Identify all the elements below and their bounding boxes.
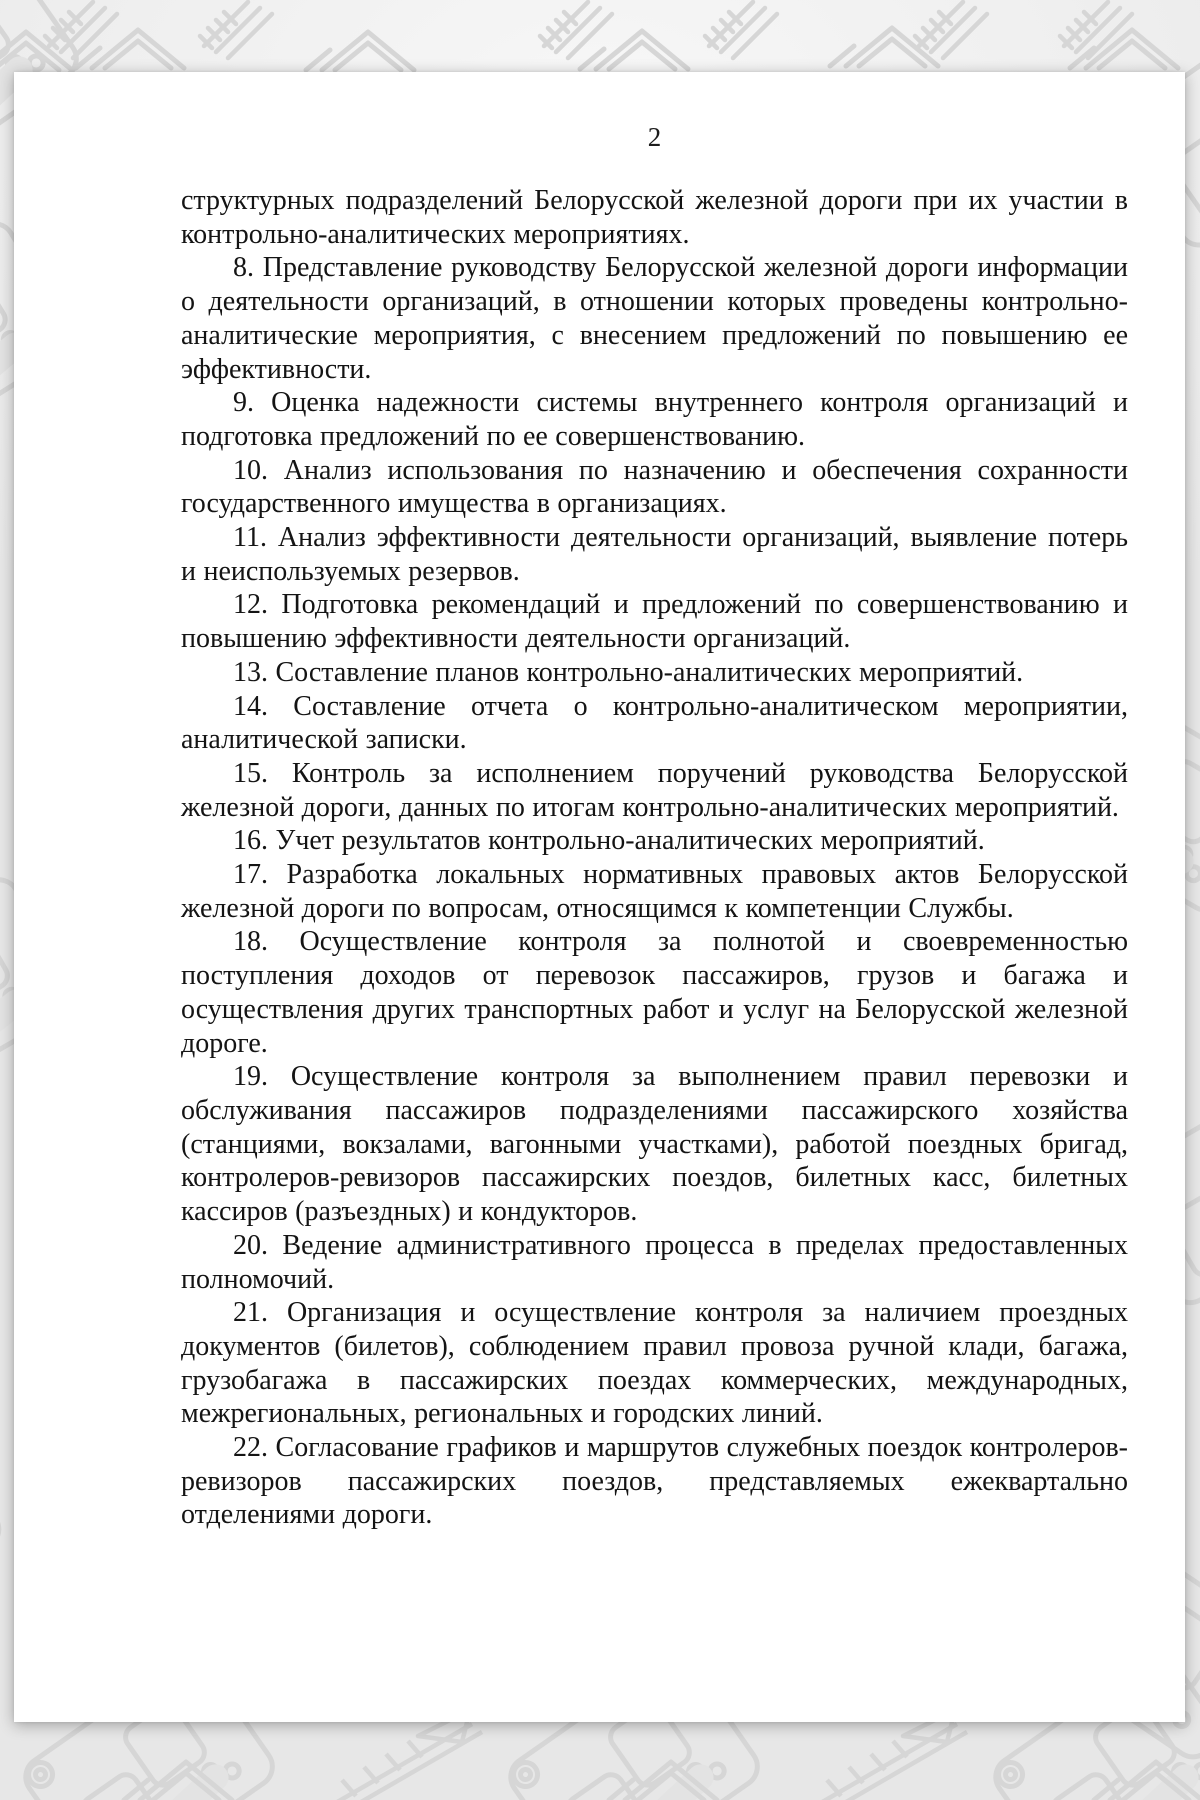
paragraph-number: 13. bbox=[233, 656, 276, 688]
paragraph-text: Подготовка рекомендаций и предложений по совершенствованию и повышению эффективности деятельности организаций. bbox=[181, 589, 1129, 655]
paragraph-text: Организация и осуществление контроля за наличием проездных документов (билетов), соблюдением правил провоза ручной клади, багажа, грузобагажа в пассажирских поездах коммерческих, международных, межрегиональных, региональных и городских линий. bbox=[181, 1297, 1129, 1430]
paragraph-number: 12. bbox=[233, 589, 282, 621]
paragraph-number: 15. bbox=[233, 757, 292, 789]
paragraph bbox=[181, 386, 1128, 453]
paragraph-text: Контроль за исполнением поручений руководства Белорусской железной дороги, данных по итогам контрольно-аналитических мероприятий. bbox=[181, 757, 1128, 823]
paragraph bbox=[181, 757, 1128, 824]
paragraph-number: 18. bbox=[233, 926, 300, 958]
paragraph-number: 22. bbox=[233, 1432, 276, 1464]
paragraph bbox=[181, 1296, 1128, 1431]
page-number: 2 bbox=[647, 122, 662, 152]
paragraph-number: 20. bbox=[233, 1229, 283, 1261]
paragraph bbox=[181, 184, 1128, 251]
paragraph bbox=[181, 858, 1128, 925]
paragraph bbox=[181, 1431, 1128, 1532]
paragraph-text: Разработка локальных нормативных правовых актов Белорусской железной дороги по вопросам, относящимся к компетенции Службы. bbox=[181, 859, 1129, 924]
paragraph-number: 14. bbox=[233, 690, 294, 722]
paragraph-text: Анализ использования по назначению и обеспечения сохранности государственного имущества в организациях. bbox=[181, 454, 1129, 520]
paragraph-text: Осуществление контроля за полнотой и своевременностью поступления доходов от перевозок пассажиров, грузов и багажа и осуществления других транспортных работ и услуг на Белорусской железной дороге. bbox=[181, 926, 1129, 1059]
paragraph-text: Представление руководству Белорусской железной дороги информации о деятельности организаций, в отношении которых проведены контрольно-аналитические мероприятия, с внесением предложений по повышению ее эффективности. bbox=[181, 252, 1129, 385]
paragraph bbox=[181, 1229, 1128, 1296]
paragraph-text: Ведение административного процесса в пределах предоставленных полномочий. bbox=[181, 1229, 1128, 1295]
paragraph bbox=[181, 251, 1128, 386]
document-page bbox=[14, 72, 1185, 1722]
paragraph bbox=[181, 824, 1128, 858]
paragraph-text: Осуществление контроля за выполнением правил перевозки и обслуживания пассажиров подразделениями пассажирского хозяйства (станциями, вокзалами, вагонными участками), работой поездных бригад, контролеров-ревизоров пассажирских поездов, билетных касс, билетных кассиров (разъездных) и кондукторов. bbox=[181, 1061, 1129, 1228]
paragraph bbox=[181, 521, 1128, 588]
paragraph-text: Составление отчета о контрольно-аналитическом мероприятии, аналитической записки. bbox=[181, 690, 1129, 756]
paragraph-number: 17. bbox=[233, 859, 287, 891]
paragraph-text: Оценка надежности системы внутреннего контроля организаций и подготовка предложений по ее совершенствованию. bbox=[181, 387, 1129, 452]
paragraph-number: 8. bbox=[233, 252, 263, 284]
document-body bbox=[181, 184, 1128, 1532]
paragraph bbox=[181, 690, 1128, 757]
paragraph-number: 16. bbox=[233, 825, 276, 857]
paragraph bbox=[181, 925, 1128, 1060]
paragraph-text: Анализ эффективности деятельности организаций, выявление потерь и неиспользуемых резервов. bbox=[181, 522, 1128, 587]
paragraph-number: 10. bbox=[233, 454, 284, 486]
ornament-ladder-icon bbox=[45, 2, 1132, 58]
paragraph-number: 19. bbox=[233, 1061, 291, 1093]
paragraph bbox=[181, 588, 1128, 655]
paragraph bbox=[181, 656, 1128, 690]
paragraph bbox=[181, 1060, 1128, 1229]
paragraph-text: Согласование графиков и маршрутов служебных поездок контролеров-ревизоров пассажирских поездов, представляемых ежеквартально отделениями дороги. bbox=[181, 1432, 1129, 1531]
paragraph-text: Учет результатов контрольно-аналитических мероприятий. bbox=[275, 825, 985, 857]
paragraph-number: 9. bbox=[233, 387, 272, 419]
paragraph-number: 21. bbox=[233, 1297, 287, 1329]
paragraph-text: структурных подразделений Белорусской железной дороги при их участии в контрольно-аналитических мероприятиях. bbox=[181, 185, 1128, 250]
paragraph bbox=[181, 454, 1128, 521]
paragraph-number: 11. bbox=[233, 522, 278, 554]
paragraph-text: Составление планов контрольно-аналитических мероприятий. bbox=[275, 656, 1024, 688]
